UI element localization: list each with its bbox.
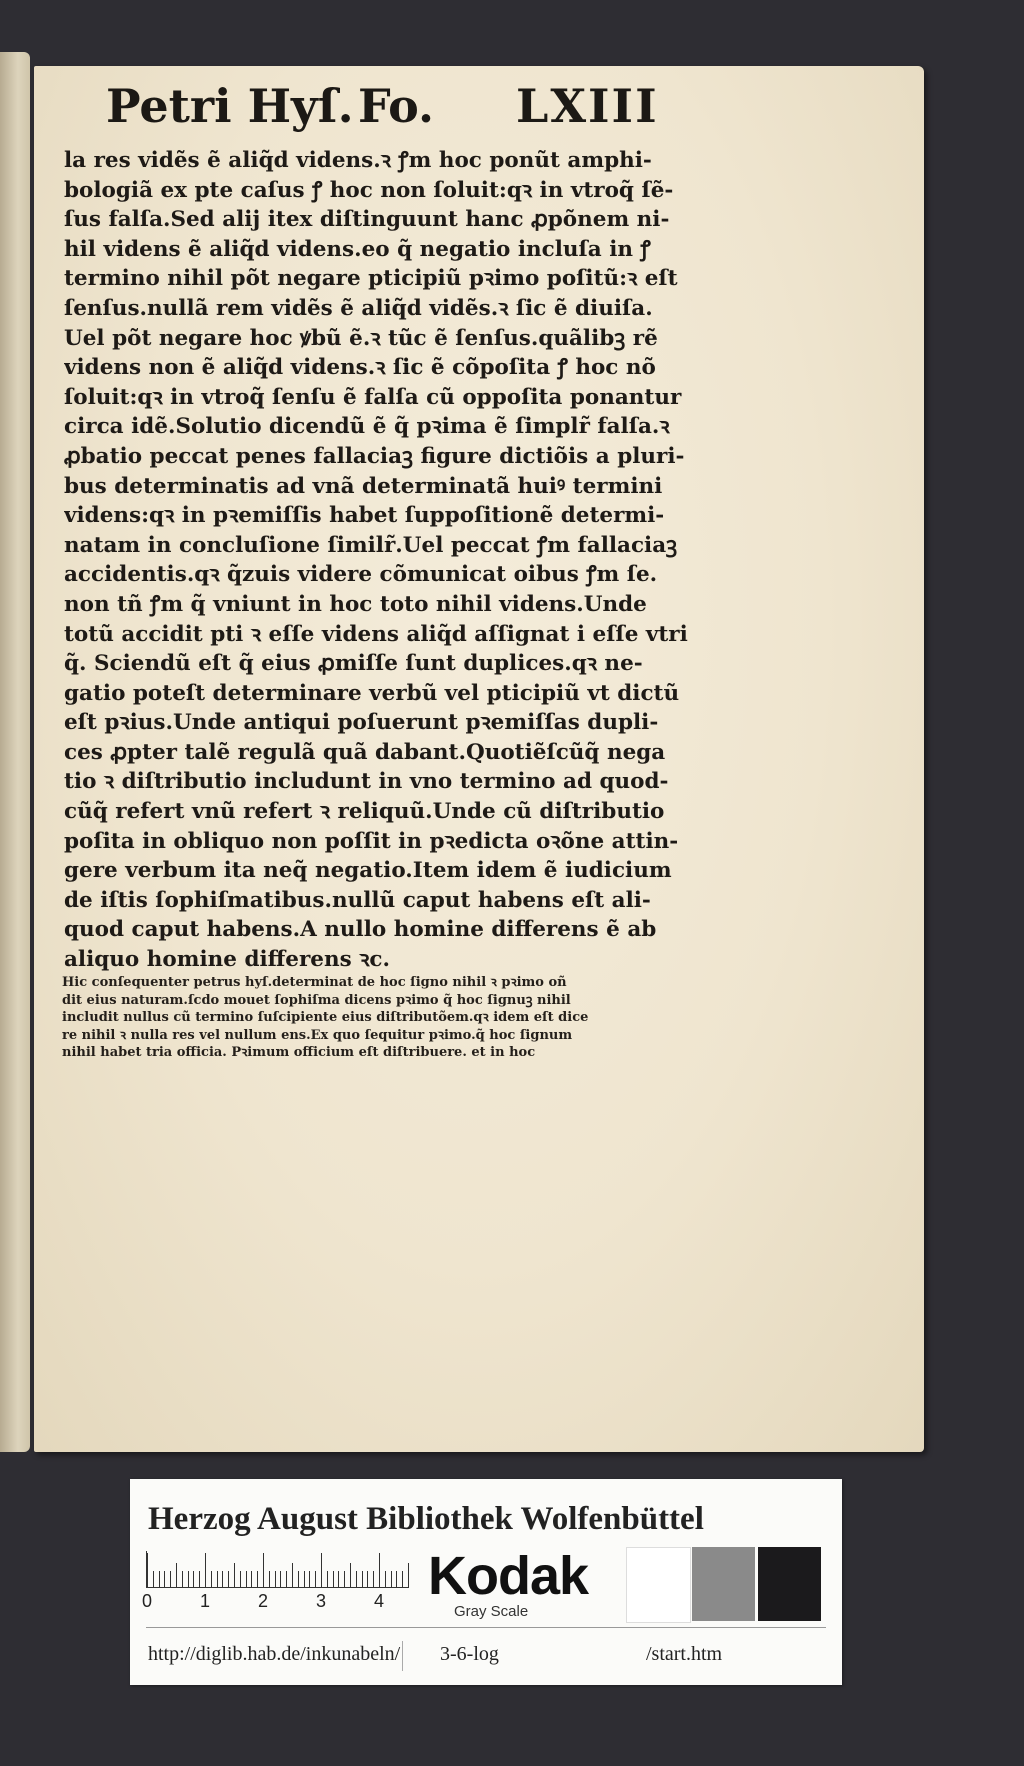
white-patch: [626, 1547, 691, 1623]
url-suffix: /start.htm: [646, 1643, 723, 1665]
ruler-tick: [193, 1571, 194, 1587]
text-line: quod caput habens.A nullo homine differens ẽ ab: [64, 917, 657, 943]
color-target-card: [130, 1479, 842, 1685]
ruler-tick: [356, 1571, 357, 1587]
ruler-label: 2: [258, 1591, 269, 1611]
text-line: ſoluit:qꝛ in vtroq̃ ſenſu ẽ falſa cũ oppoſita ponantur: [64, 384, 682, 410]
text-line: q̃. Sciendũ eſt q̃ eius ꝓmiſſe ſunt duplices.qꝛ ne-: [64, 651, 643, 677]
ruler-tick: [147, 1553, 148, 1587]
header-author: Petri Hyſ.: [106, 79, 354, 133]
gray-patch: [692, 1547, 755, 1621]
header-folio-label: Fo.: [358, 79, 435, 133]
text-line: ſenſus.nullã rem vidẽs ẽ aliq̃d vidẽs.ꝛ ſic ẽ diuiſa.: [64, 295, 653, 321]
ruler-tick: [298, 1571, 299, 1587]
ruler-label: 1: [200, 1591, 211, 1611]
gloss-line: dit eius naturam.ſcdo mouet ſophiſma dicens pꝛimo q̃ hoc ſignuꝫ nihil: [62, 992, 571, 1008]
gray-scale-label: Gray Scale: [454, 1603, 529, 1620]
text-line: ꝓbatio peccat penes fallaciaꝫ figure dictiõis a pluri-: [64, 443, 685, 469]
ruler-tick: [182, 1571, 183, 1587]
text-line: Uel põt negare hoc ꝟbũ ẽ.ꝛ tũc ẽ ſenſus.quãlibꝫ rẽ: [64, 325, 658, 351]
measurement-ruler: [146, 1551, 409, 1588]
text-line: eſt pꝛius.Unde antiqui poſuerunt pꝛemiſſas dupli-: [64, 710, 659, 736]
source-url: http://diglib.hab.de/inkunabeln/: [148, 1643, 401, 1665]
text-line: poſita in obliquo non poſſit in pꝛedicta oꝛõne attin-: [64, 828, 679, 854]
shelfmark: 3-6-log: [440, 1643, 499, 1665]
ruler-tick: [344, 1571, 345, 1587]
text-line: tio ꝛ diſtributio includunt in vno termino ad quod-: [64, 769, 669, 795]
ruler-tick: [228, 1571, 229, 1587]
ruler-tick: [391, 1571, 392, 1587]
gloss-line: Hic conſequenter petrus hyſ.determinat de hoc ſigno nihil ꝛ pꝛimo oñ: [62, 975, 567, 990]
ruler-tick: [199, 1571, 200, 1587]
kodak-logo: Kodak: [428, 1546, 589, 1606]
card-divider: [146, 1627, 826, 1628]
ruler-tick: [315, 1571, 316, 1587]
text-line: cũq̃ refert vnũ refert ꝛ reliquũ.Unde cũ diſtributio: [64, 799, 665, 825]
ruler-tick: [234, 1563, 235, 1587]
ruler-tick: [338, 1571, 339, 1587]
text-line: videns non ẽ aliq̃d videns.ꝛ ſic ẽ cõpoſita ꝭ hoc nõ: [64, 355, 656, 381]
text-line: aliquo homine differens ꝛc.: [64, 947, 390, 973]
gloss-line: includit nullus cũ termino ſuſcipiente eius diſtributõem.qꝛ idem eſt dice: [62, 1010, 589, 1025]
citation-row: [130, 1629, 842, 1685]
ruler-tick: [164, 1571, 165, 1587]
ruler-tick: [211, 1571, 212, 1587]
text-line: non tñ ꝭm q̃ vniunt in hoc toto nihil videns.Unde: [64, 591, 647, 617]
text-line: ces ꝓpter talẽ regulã quã dabant.Quotiẽſcũq̃ nega: [64, 739, 666, 765]
separator: [402, 1641, 403, 1671]
text-line: bus determinatis ad vnã determinatã huiꝰ termini: [64, 473, 663, 499]
library-name: Herzog August Bibliothek Wolfenbüttel: [148, 1501, 704, 1537]
text-line: gere verbum ita neq̃ negatio.Item idem ẽ iudicium: [64, 858, 672, 884]
text-line: totũ accidit pti ꝛ eſſe videns aliq̃d aſſignat i eſſe vtri: [64, 621, 688, 647]
ruler-tick: [257, 1571, 258, 1587]
text-line: accidentis.qꝛ q̃zuis videre cõmunicat oibus ꝭm ſe.: [64, 562, 658, 588]
ruler-tick: [333, 1571, 334, 1587]
gloss-line: re nihil ꝛ nulla res vel nullum ens.Ex quo ſequitur pꝛimo.q̃ hoc ſignum: [62, 1027, 573, 1043]
ruler-tick: [263, 1553, 264, 1587]
header-folio-number: LXIII: [516, 79, 659, 133]
ruler-tick: [304, 1571, 305, 1587]
ruler-tick: [222, 1571, 223, 1587]
text-line: hil videns ẽ aliq̃d videns.eo q̃ negatio incluſa in ꝭ: [64, 236, 651, 262]
ruler-tick: [217, 1571, 218, 1587]
ruler-label: 0: [142, 1591, 153, 1611]
ruler-tick: [350, 1563, 351, 1587]
ruler-tick: [280, 1571, 281, 1587]
ruler-tick: [286, 1571, 287, 1587]
text-line: natam in concluſione ſimilr̃.Uel peccat ꝭm fallaciaꝫ: [64, 532, 678, 558]
ruler-tick: [205, 1553, 206, 1587]
text-line: termino nihil põt negare pticipiũ pꝛimo poſitũ:ꝛ eſt: [64, 266, 678, 292]
ruler-tick: [292, 1563, 293, 1587]
gloss-line: nihil habet tria officia. Pꝛimum officium eſt diſtribuere. et in hoc: [62, 1045, 536, 1060]
text-line: bologiã ex pte caſus ꝭ hoc non ſoluit:qꝛ in vtroq̃ ſẽ-: [64, 177, 674, 203]
ruler-tick: [402, 1571, 403, 1587]
ruler-tick: [269, 1571, 270, 1587]
ruler-label: 3: [316, 1591, 327, 1611]
ruler-tick: [379, 1553, 380, 1587]
ruler-label: 4: [374, 1591, 385, 1611]
ruler-tick: [309, 1571, 310, 1587]
ruler-tick: [153, 1571, 154, 1587]
ruler-tick: [362, 1571, 363, 1587]
running-header: [70, 78, 690, 134]
ruler-tick: [327, 1571, 328, 1587]
text-line: la res vidẽs ẽ aliq̃d videns.ꝛ ꝭm hoc ponũt amphi-: [64, 148, 652, 173]
ruler-tick: [275, 1571, 276, 1587]
ruler-tick: [170, 1571, 171, 1587]
black-patch: [758, 1547, 821, 1621]
ruler-tick: [188, 1571, 189, 1587]
ruler-tick: [385, 1571, 386, 1587]
ruler-tick: [240, 1571, 241, 1587]
commentary-block: [62, 974, 702, 1062]
text-line: videns:qꝛ in pꝛemiſſis habet ſuppoſitionẽ determi-: [64, 503, 665, 529]
ruler-tick: [367, 1571, 368, 1587]
ruler-tick: [176, 1563, 177, 1587]
ruler-tick: [251, 1571, 252, 1587]
ruler-tick: [373, 1571, 374, 1587]
ruler-tick: [408, 1563, 409, 1587]
text-line: circa idẽ.Solutio dicendũ ẽ q̃ pꝛima ẽ ſimplr̃ falſa.ꝛ: [64, 414, 670, 440]
ruler-tick: [321, 1553, 322, 1587]
text-line: ſus falſa.Sed alij itex diſtinguunt hanc ꝓpõnem ni-: [64, 207, 670, 233]
main-text-block: [64, 146, 704, 975]
facing-page-edge: [0, 52, 30, 1452]
text-line: de iſtis ſophiſmatibus.nullũ caput habens eſt ali-: [64, 887, 651, 913]
ruler-tick: [246, 1571, 247, 1587]
text-line: gatio poteſt determinare verbũ vel pticipiũ vt dictũ: [64, 680, 680, 706]
ruler-tick: [159, 1571, 160, 1587]
ruler-tick: [396, 1571, 397, 1587]
